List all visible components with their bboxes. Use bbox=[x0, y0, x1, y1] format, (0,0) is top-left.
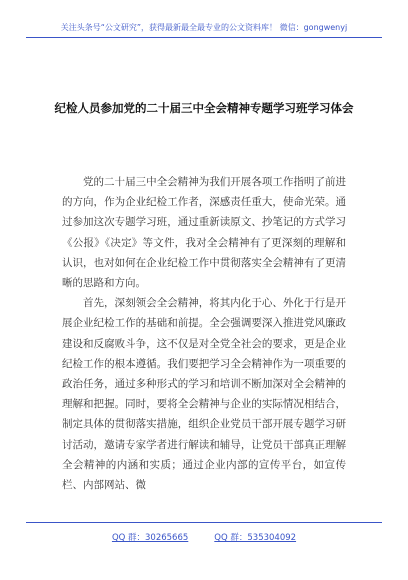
page-header-banner: 关注头条号“公文研究”，获得最新最全最专业的公文资料库！ 微信：gongwenyj bbox=[26, 22, 382, 38]
paragraph-intro: 党的二十届三中全会精神为我们开展各项工作指明了前进的方向，作为企业纪检工作者，深感责任重大，使命光荣。通过参加这次专题学习班，通过重新读原文、抄笔记的方式学习《公报》《决定》等文件，我对全会精神有了更深刻的理解和认识，也对如何在企业纪检工作中贯彻落实全会精神有了更清晰的思路和方向。 bbox=[62, 176, 346, 290]
document-title: 纪检人员参加党的二十届三中全会精神专题学习班学习体会 bbox=[54, 101, 354, 115]
document-body bbox=[62, 172, 346, 495]
paragraph-first-point: 首先，深刻领会全会精神，将其内化于心、外化于行是开展企业纪检工作的基础和前提。全会强调要深入推进党风廉政建设和反腐败斗争，这不仅是对全党全社会的要求，更是企业纪检工作的根本遵循。我们要把学习全会精神作为一项重要的政治任务，通过多种形式的学习和培训不断加深对全会精神的理解和把握。同时，要将全会精神与企业的实际情况相结合，制定具体的贯彻落实措施，组织企业党员干部开展专题学习研讨活动，邀请专家学者进行解读和辅导，让党员干部真正理解全会精神的内涵和实质；通过企业内部的宣传平台，如宣传栏、内部网站、微 bbox=[62, 297, 346, 492]
qq-group-link-1[interactable]: QQ 群：30265665 bbox=[111, 533, 189, 543]
qq-group-link-2[interactable]: QQ 群：535304092 bbox=[214, 533, 297, 543]
page-footer bbox=[26, 522, 382, 543]
